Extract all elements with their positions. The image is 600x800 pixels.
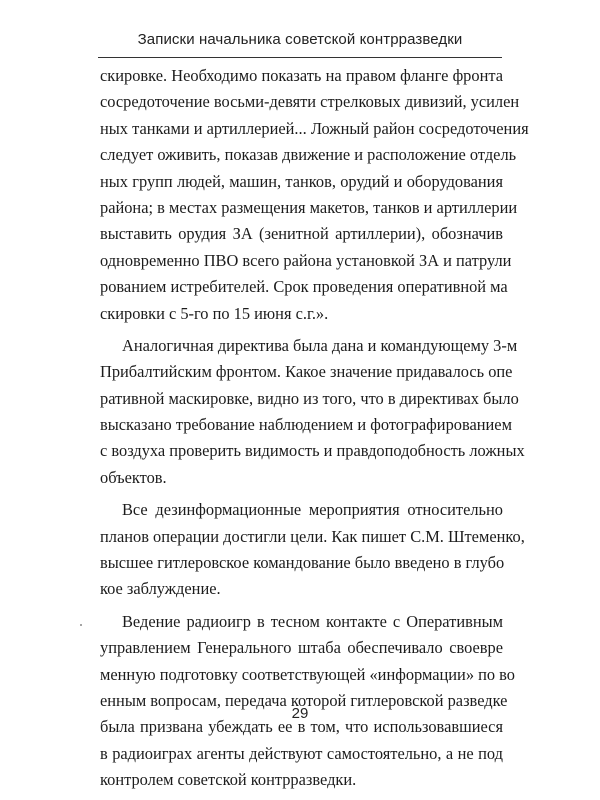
text-line: сосредоточение восьми-девяти стрелковых дивизий, усилен bbox=[100, 92, 520, 112]
text-line: скировке. Необходимо показать на правом фланге фронта bbox=[100, 66, 503, 85]
text-line: ных танками и артиллерией... Ложный район сосредоточения bbox=[100, 118, 529, 138]
text-line: была призвана убеждать ее в том, что использовавшиеся bbox=[100, 717, 503, 737]
text-line: Аналогичная директива была дана и командующему 3-м bbox=[122, 335, 518, 355]
text-line: енным вопросам, передача которой гитлеровской разведке bbox=[100, 690, 508, 710]
header-divider bbox=[98, 57, 502, 58]
text-line: менную подготовку соответствующей «информации» по во bbox=[100, 664, 516, 684]
paragraph bbox=[100, 333, 525, 491]
text-line: следует оживить, показав движение и расположение отдель bbox=[100, 145, 517, 165]
paragraph bbox=[100, 609, 516, 794]
text-line: с воздуха проверить видимость и правдоподобность ложных bbox=[100, 441, 525, 461]
text-line: контролем советской контрразведки. bbox=[100, 770, 357, 790]
text-line: скировки с 5-го по 15 июня с.г.». bbox=[100, 303, 329, 323]
text-line: одновременно ПВО всего района установкой ЗА и патрули bbox=[100, 250, 512, 270]
text-line: кое заблуждение. bbox=[100, 579, 221, 599]
paragraph bbox=[100, 63, 529, 327]
running-header-title: Записки начальника советской контрразведки bbox=[137, 31, 463, 48]
text-line: объектов. bbox=[100, 467, 167, 487]
scan-speck bbox=[80, 624, 82, 626]
text-line: рованием истребителей. Срок проведения оперативной ма bbox=[100, 277, 508, 297]
page-number: 29 bbox=[291, 705, 309, 722]
text-line: высказано требование наблюдением и фотографированием bbox=[100, 415, 512, 435]
text-line: выставить орудия ЗА (зенитной артиллерии), обозначив bbox=[100, 224, 503, 244]
text-line: ративной маскировке, видно из того, что в директивах было bbox=[100, 388, 519, 408]
text-line: ных групп людей, машин, танков, орудий и оборудования bbox=[100, 171, 503, 191]
body-text bbox=[100, 63, 529, 800]
text-line: Все дезинформационные мероприятия относительно bbox=[122, 500, 503, 520]
text-line: управлением Генерального штаба обеспечивало своевре bbox=[100, 638, 503, 658]
text-line: района; в местах размещения макетов, танков и артиллерии bbox=[100, 197, 518, 217]
text-line: Ведение радиоигр в тесном контакте с Оперативным bbox=[122, 611, 503, 631]
text-line: в радиоиграх агенты действуют самостоятельно, а не под bbox=[100, 743, 503, 763]
text-line: высшее гитлеровское командование было введено в глубо bbox=[100, 553, 505, 573]
text-line: Прибалтийским фронтом. Какое значение придавалось опе bbox=[100, 362, 513, 382]
text-line: планов операции достигли цели. Как пишет С.М. Штеменко, bbox=[100, 526, 525, 546]
paragraph bbox=[100, 497, 525, 603]
